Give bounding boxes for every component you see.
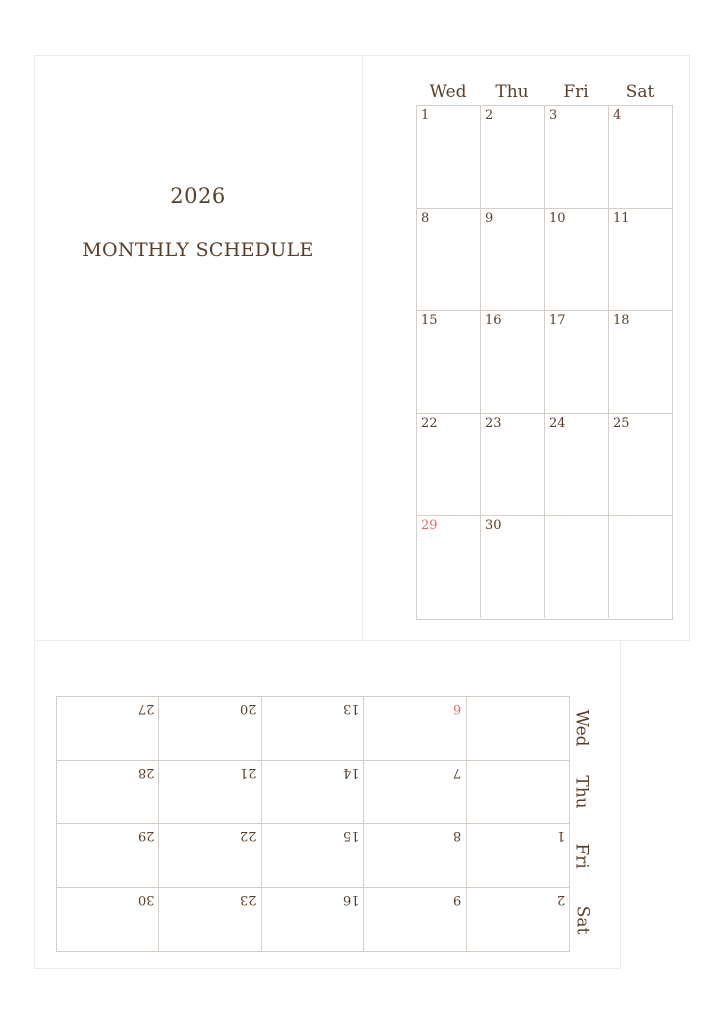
weekday-header-wed: Wed	[429, 82, 467, 102]
rotated-day-number: 22	[240, 828, 257, 843]
rotated-day-number: 1	[556, 828, 565, 843]
rotated-day-cell[interactable]	[364, 888, 466, 952]
rotated-day-number: 28	[137, 764, 155, 780]
rotated-day-cell[interactable]	[159, 697, 261, 761]
day-cell[interactable]	[545, 106, 609, 209]
day-cell[interactable]	[417, 516, 481, 618]
rotated-day-cell[interactable]	[467, 824, 569, 888]
rotated-day-number: 15	[342, 828, 360, 843]
rotated-day-cell[interactable]	[159, 824, 261, 888]
day-number: 18	[613, 313, 630, 329]
rotated-day-number: 30	[137, 891, 155, 907]
day-cell[interactable]	[481, 106, 545, 209]
day-number: 2	[485, 108, 494, 123]
day-cell[interactable]	[481, 311, 545, 414]
rotated-day-cell[interactable]	[467, 761, 569, 825]
rotated-day-cell[interactable]	[57, 888, 159, 952]
day-number: 15	[421, 313, 438, 329]
day-cell[interactable]	[609, 414, 672, 517]
rotated-day-cell[interactable]	[364, 697, 466, 761]
rotated-day-cell[interactable]	[467, 888, 569, 952]
day-number: 1	[421, 108, 430, 123]
rotated-day-number: 23	[240, 891, 257, 907]
day-cell[interactable]	[417, 106, 481, 209]
rotated-day-cell[interactable]	[57, 697, 159, 761]
day-number: 30	[485, 518, 502, 534]
day-number: 9	[485, 210, 494, 226]
rotated-day-cell[interactable]	[262, 888, 364, 952]
rotated-day-number: 8	[453, 828, 462, 843]
cover-title: MONTHLY SCHEDULE	[82, 239, 314, 261]
day-cell[interactable]	[609, 516, 672, 618]
rotated-day-cell[interactable]	[159, 761, 261, 825]
rotated-weekday-wed: Wed	[572, 709, 592, 747]
calendar-grid	[416, 105, 673, 620]
rotated-day-number: 27	[137, 701, 155, 716]
day-number: 3	[549, 108, 558, 123]
rotated-day-cell[interactable]	[57, 824, 159, 888]
day-number: 29	[421, 518, 438, 534]
rotated-day-number: 16	[342, 891, 360, 907]
day-cell[interactable]	[417, 209, 481, 312]
rotated-day-number: 13	[342, 701, 360, 716]
day-cell[interactable]	[545, 209, 609, 312]
rotated-calendar-grid	[56, 696, 570, 952]
rotated-day-number: 9	[453, 891, 462, 907]
rotated-day-number: 29	[137, 828, 155, 843]
day-number: 25	[613, 415, 630, 431]
rotated-day-cell[interactable]	[467, 697, 569, 761]
rotated-day-cell[interactable]	[262, 697, 364, 761]
cover-year: 2026	[170, 184, 226, 208]
day-number: 4	[613, 108, 622, 123]
day-cell[interactable]	[417, 311, 481, 414]
day-cell[interactable]	[417, 414, 481, 517]
rotated-day-cell[interactable]	[364, 824, 466, 888]
rotated-day-number: 7	[453, 764, 462, 780]
rotated-day-number: 14	[342, 764, 360, 780]
rotated-day-number: 2	[556, 891, 565, 907]
day-number: 23	[485, 415, 502, 431]
day-cell[interactable]	[481, 414, 545, 517]
fold-line	[362, 55, 363, 641]
day-number: 17	[549, 313, 566, 329]
weekday-header-thu: Thu	[495, 82, 529, 102]
weekday-header-fri: Fri	[563, 82, 589, 102]
day-number: 24	[549, 415, 566, 431]
weekday-header-sat: Sat	[625, 82, 655, 102]
rotated-day-cell[interactable]	[364, 761, 466, 825]
rotated-day-number: 6	[453, 701, 462, 716]
day-cell[interactable]	[481, 516, 545, 618]
day-number: 10	[549, 210, 566, 226]
day-number: 11	[613, 210, 630, 226]
day-cell[interactable]	[545, 516, 609, 618]
rotated-day-cell[interactable]	[57, 761, 159, 825]
day-cell[interactable]	[481, 209, 545, 312]
rotated-weekday-sat: Sat	[572, 905, 592, 935]
rotated-day-number: 21	[240, 764, 257, 780]
day-number: 8	[421, 210, 430, 226]
day-cell[interactable]	[545, 311, 609, 414]
rotated-day-cell[interactable]	[262, 761, 364, 825]
day-cell[interactable]	[609, 311, 672, 414]
day-number: 16	[485, 313, 502, 329]
day-cell[interactable]	[545, 414, 609, 517]
rotated-day-cell[interactable]	[159, 888, 261, 952]
rotated-day-number: 20	[240, 701, 257, 716]
rotated-weekday-fri: Fri	[571, 843, 592, 869]
day-cell[interactable]	[609, 106, 672, 209]
day-number: 22	[421, 415, 438, 431]
rotated-weekday-thu: Thu	[572, 775, 592, 809]
day-cell[interactable]	[609, 209, 672, 312]
rotated-day-cell[interactable]	[262, 824, 364, 888]
